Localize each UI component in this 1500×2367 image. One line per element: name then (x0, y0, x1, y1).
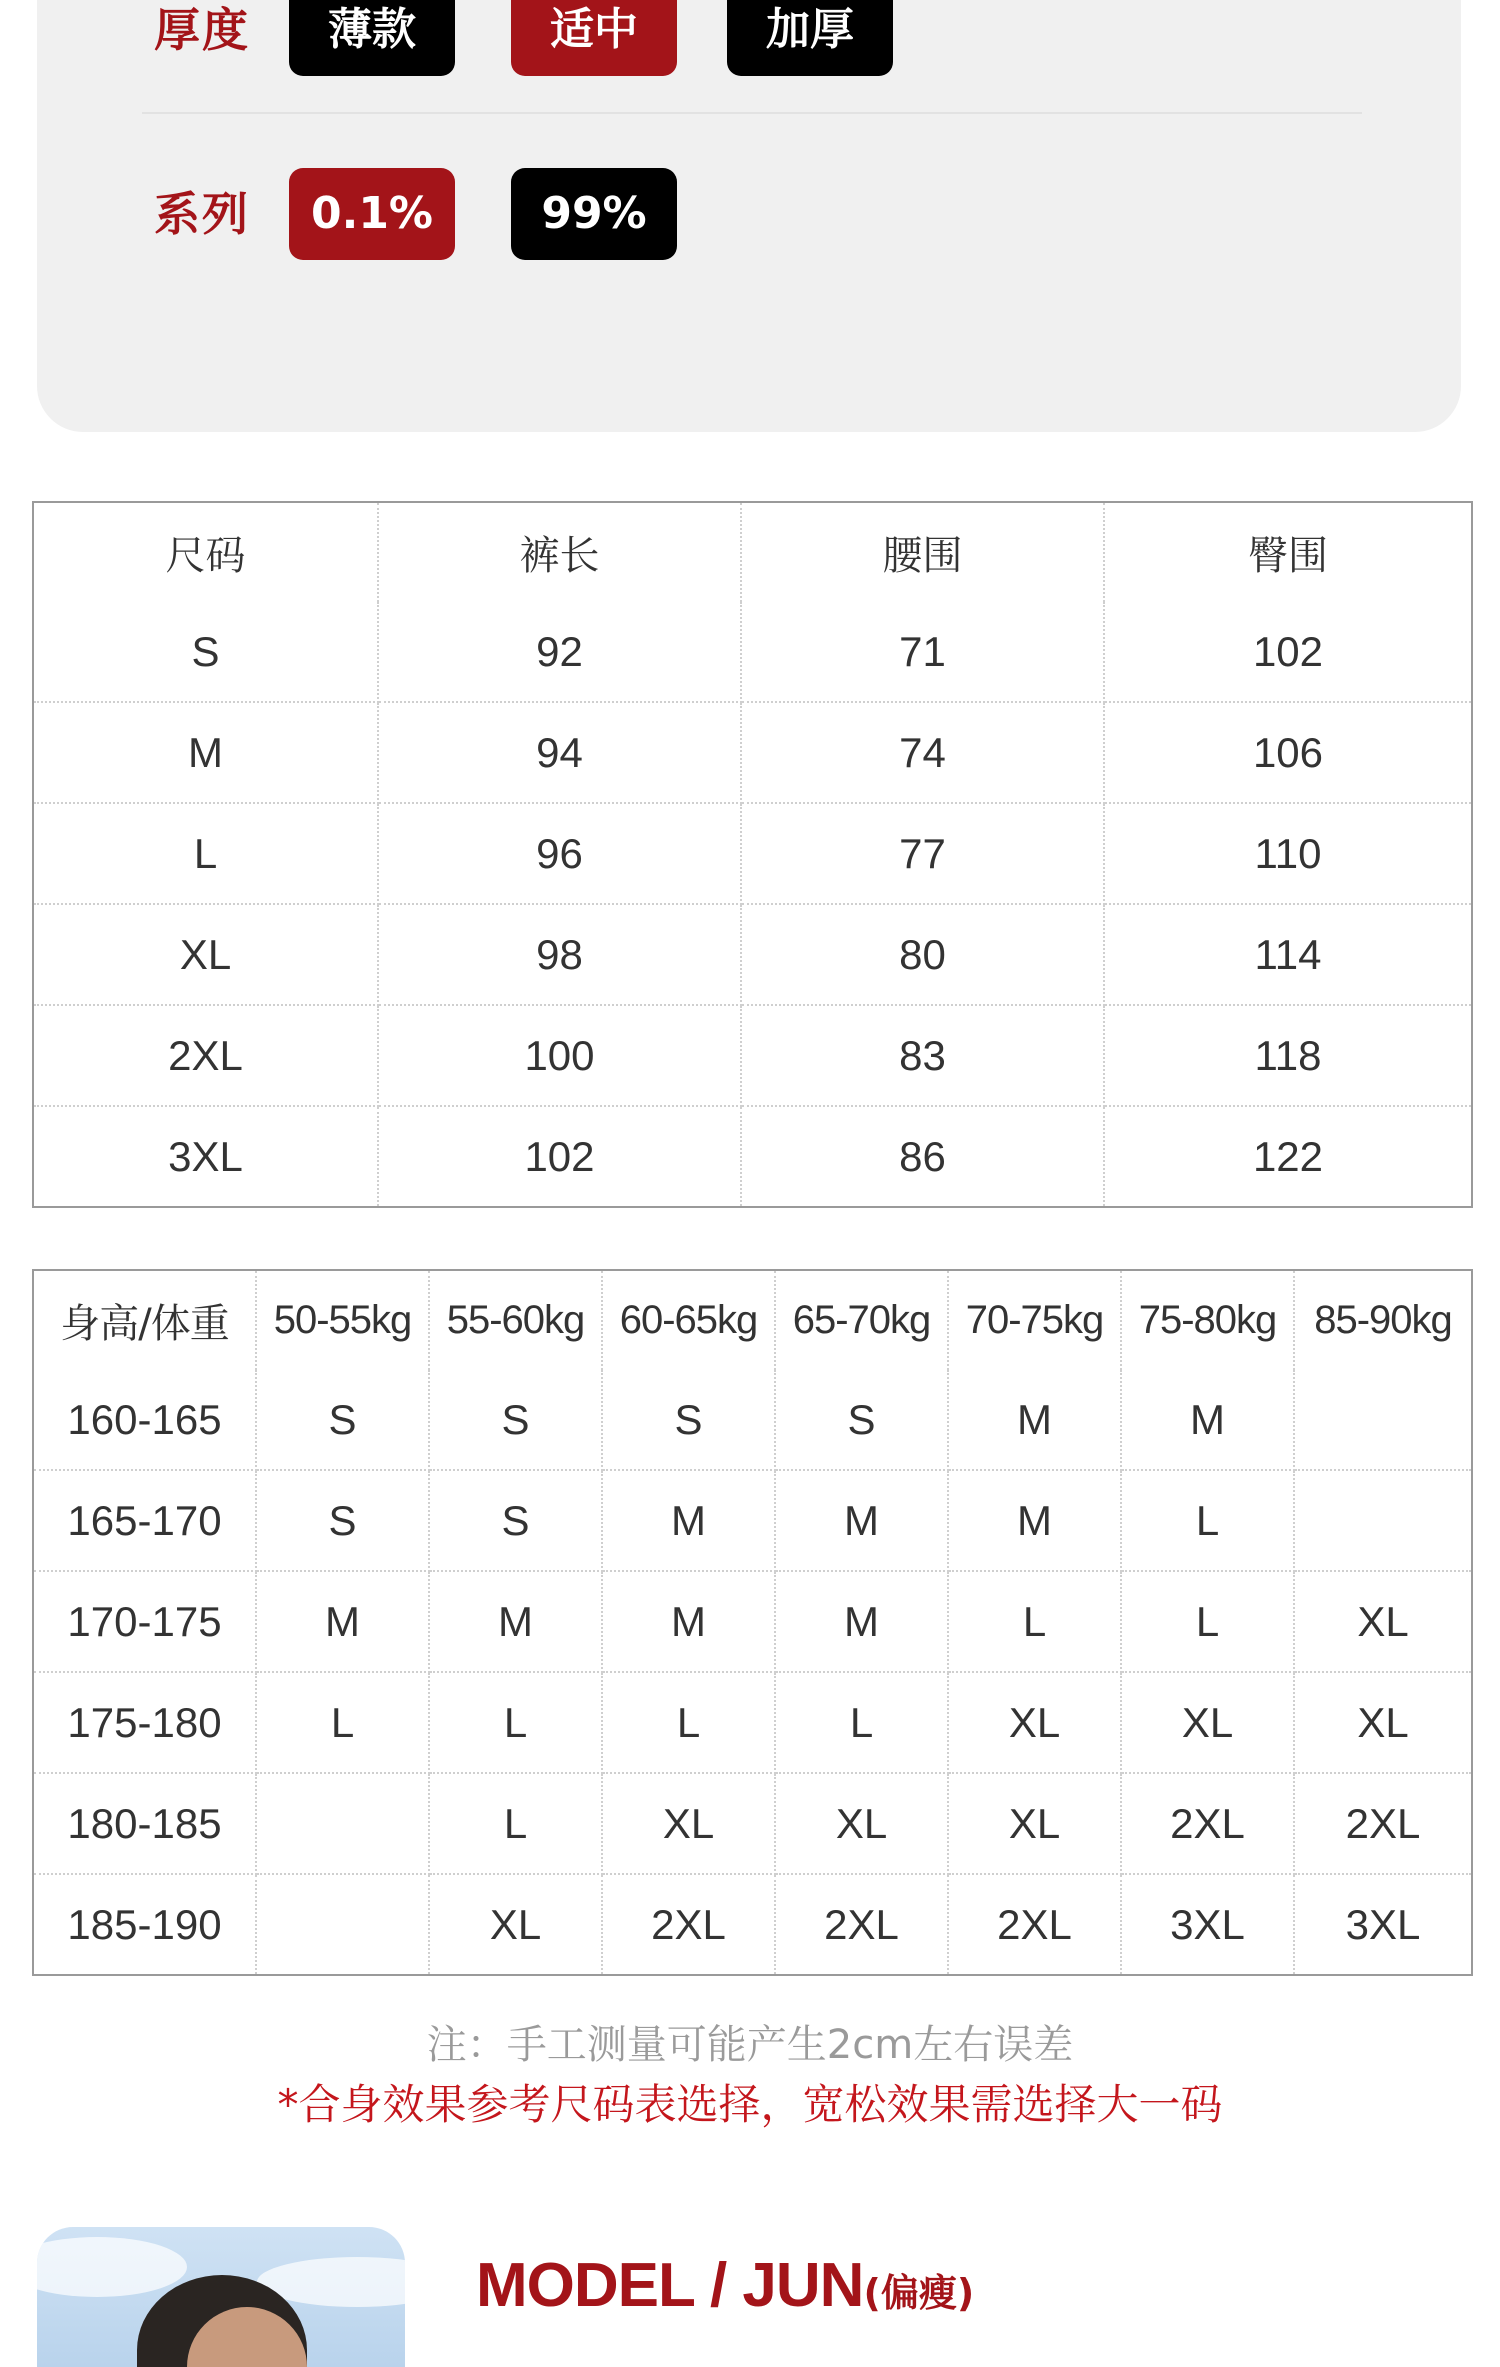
cell-recommended-size: XL (948, 1773, 1121, 1874)
thickness-option-thick[interactable]: 加厚 (727, 0, 893, 76)
cell-recommended-size: XL (775, 1773, 948, 1874)
cell-height-range: 175-180 (33, 1672, 256, 1773)
size-measurement-table (32, 501, 1473, 1208)
cell-waist: 80 (741, 904, 1104, 1005)
cell-recommended-size (256, 1773, 429, 1874)
series-row (37, 168, 1461, 260)
cell-recommended-size: L (256, 1672, 429, 1773)
cell-size: S (33, 602, 378, 702)
cell-recommended-size: 3XL (1121, 1874, 1294, 1975)
cell-pants-length: 96 (378, 803, 741, 904)
recommend-table-row (33, 1874, 1472, 1975)
header-weight-range: 60-65kg (602, 1270, 775, 1370)
recommend-table-row (33, 1470, 1472, 1571)
cell-recommended-size: S (429, 1370, 602, 1470)
thickness-option-medium[interactable]: 适中 (511, 0, 677, 76)
cell-recommended-size: 2XL (1294, 1773, 1472, 1874)
header-weight-range: 50-55kg (256, 1270, 429, 1370)
cell-waist: 71 (741, 602, 1104, 702)
cell-pants-length: 100 (378, 1005, 741, 1106)
size-table-row (33, 1106, 1472, 1207)
header-height-weight: 身高/体重 (33, 1270, 256, 1370)
model-title (476, 2250, 974, 2321)
cell-recommended-size: L (429, 1773, 602, 1874)
cell-recommended-size: M (602, 1470, 775, 1571)
cell-recommended-size: XL (1294, 1571, 1472, 1672)
cell-recommended-size: M (429, 1571, 602, 1672)
cell-recommended-size: 2XL (948, 1874, 1121, 1975)
cell-recommended-size: S (602, 1370, 775, 1470)
cell-pants-length: 94 (378, 702, 741, 803)
cell-recommended-size (256, 1874, 429, 1975)
series-option-99-percent[interactable]: 99% (511, 168, 677, 260)
model-photo (37, 2227, 405, 2367)
series-label: 系列 (154, 187, 250, 241)
cell-recommended-size (1294, 1470, 1472, 1571)
thickness-label: 厚度 (154, 3, 250, 57)
cell-recommended-size: 2XL (1121, 1773, 1294, 1874)
cell-recommended-size: L (1121, 1470, 1294, 1571)
cell-size: 2XL (33, 1005, 378, 1106)
cell-waist: 83 (741, 1005, 1104, 1106)
cell-recommended-size: L (602, 1672, 775, 1773)
model-body-type: (偏瘦) (863, 2271, 975, 2315)
measurement-error-note: 注：手工测量可能产生2cm左右误差 (426, 2022, 1074, 2068)
cell-recommended-size: L (429, 1672, 602, 1773)
size-table-row (33, 803, 1472, 904)
cell-recommended-size: S (429, 1470, 602, 1571)
header-weight-range: 85-90kg (1314, 1298, 1452, 1342)
cell-waist: 86 (741, 1106, 1104, 1207)
cell-recommended-size: S (256, 1370, 429, 1470)
cell-recommended-size: M (948, 1370, 1121, 1470)
product-attributes-card (37, 0, 1461, 432)
cell-recommended-size: M (775, 1571, 948, 1672)
header-waist: 腰围 (741, 502, 1104, 602)
cell-size: 3XL (33, 1106, 378, 1207)
header-weight-range: 65-70kg (775, 1270, 948, 1370)
cell-recommended-size: M (1121, 1370, 1294, 1470)
cell-recommended-size: S (256, 1470, 429, 1571)
cell-recommended-size: 2XL (602, 1874, 775, 1975)
cell-recommended-size: XL (1121, 1672, 1294, 1773)
cell-recommended-size: 3XL (1345, 1900, 1421, 1948)
thickness-row (37, 0, 1461, 76)
cell-hip: 110 (1104, 803, 1472, 904)
cell-recommended-size: L (948, 1571, 1121, 1672)
recommend-table-row (33, 1672, 1472, 1773)
recommend-table-row (33, 1370, 1472, 1470)
cell-height-range: 185-190 (33, 1874, 256, 1975)
model-name: MODEL / JUN (476, 2251, 864, 2320)
size-recommendation-table (32, 1269, 1473, 1976)
size-table-row (33, 904, 1472, 1005)
series-option-0-1-percent[interactable]: 0.1% (289, 168, 455, 260)
recommend-table-row (33, 1571, 1472, 1672)
thickness-option-thin[interactable]: 薄款 (289, 0, 455, 76)
cell-hip: 106 (1104, 702, 1472, 803)
cell-recommended-size: XL (1294, 1672, 1472, 1773)
recommend-table-row (33, 1773, 1472, 1874)
cell-pants-length: 92 (378, 602, 741, 702)
header-hip: 臀围 (1248, 533, 1328, 579)
size-table-row (33, 702, 1472, 803)
cell-recommended-size: L (775, 1672, 948, 1773)
cell-recommended-size: 2XL (775, 1874, 948, 1975)
attribute-divider (142, 112, 1362, 114)
cell-size: M (33, 702, 378, 803)
cell-recommended-size: XL (948, 1672, 1121, 1773)
size-table-header (33, 502, 1472, 602)
cell-pants-length: 98 (378, 904, 741, 1005)
cell-height-range: 170-175 (33, 1571, 256, 1672)
cell-waist: 77 (741, 803, 1104, 904)
cell-height-range: 165-170 (33, 1470, 256, 1571)
cell-hip: 114 (1104, 904, 1472, 1005)
size-table-row (33, 602, 1472, 702)
fit-advice-note: *合身效果参考尺码表选择，宽松效果需选择大一码 (277, 2080, 1223, 2129)
header-weight-range: 75-80kg (1121, 1270, 1294, 1370)
cell-recommended-size (1294, 1370, 1472, 1470)
header-weight-range: 55-60kg (429, 1270, 602, 1370)
cell-height-range: 180-185 (33, 1773, 256, 1874)
cell-height-range: 160-165 (33, 1370, 256, 1470)
cell-recommended-size: S (775, 1370, 948, 1470)
cell-recommended-size: M (948, 1470, 1121, 1571)
cell-hip: 122 (1252, 1132, 1324, 1180)
size-table-row (33, 1005, 1472, 1106)
header-pants-length: 裤长 (378, 502, 741, 602)
cell-pants-length: 102 (378, 1106, 741, 1207)
cell-recommended-size: M (602, 1571, 775, 1672)
cell-recommended-size: M (775, 1470, 948, 1571)
recommend-table-header (33, 1270, 1472, 1370)
cell-recommended-size: XL (602, 1773, 775, 1874)
cell-hip: 102 (1104, 602, 1472, 702)
cell-recommended-size: M (256, 1571, 429, 1672)
header-size: 尺码 (33, 502, 378, 602)
cell-size: XL (33, 904, 378, 1005)
header-weight-range: 70-75kg (948, 1270, 1121, 1370)
cell-recommended-size: XL (429, 1874, 602, 1975)
cell-hip: 118 (1104, 1005, 1472, 1106)
cell-waist: 74 (741, 702, 1104, 803)
cell-recommended-size: L (1121, 1571, 1294, 1672)
cell-size: L (33, 803, 378, 904)
